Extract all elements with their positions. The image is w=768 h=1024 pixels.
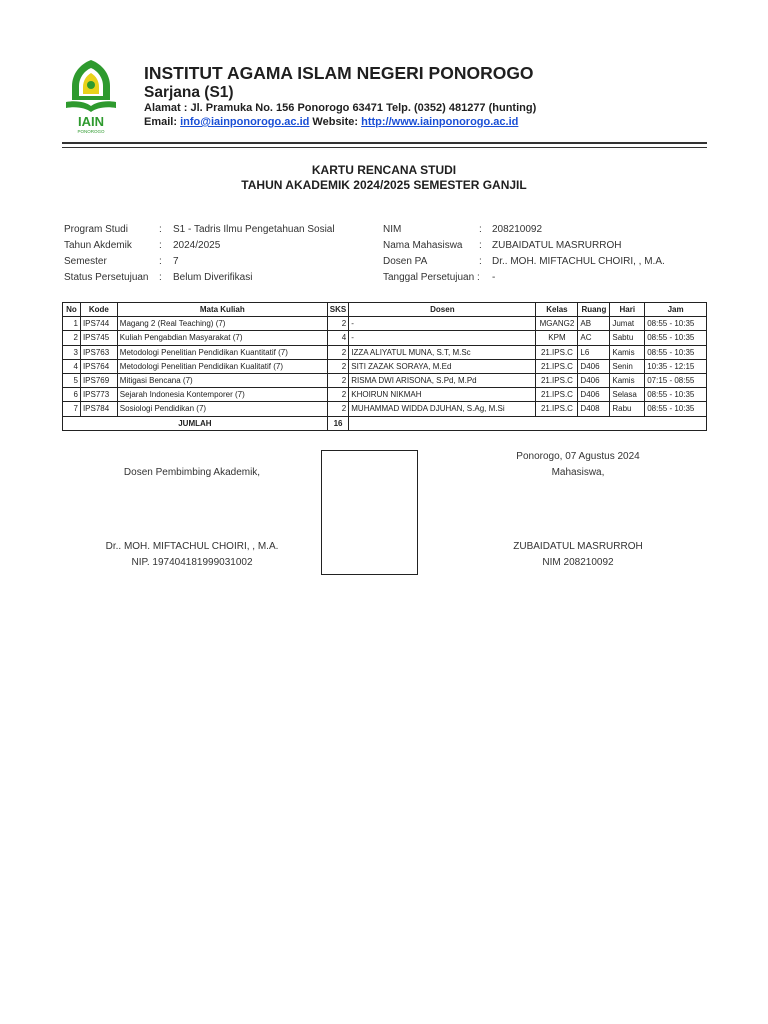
cell-kelas: MGANG2 xyxy=(536,317,578,331)
info-sep: : xyxy=(479,256,482,267)
info-sep: : xyxy=(479,224,482,235)
cell-no: 1 xyxy=(63,317,81,331)
cell-mata-kuliah: Kuliah Pengabdian Masyarakat (7) xyxy=(117,331,327,345)
cell-sks: 2 xyxy=(327,373,348,387)
col-header-kelas: Kelas xyxy=(536,303,578,317)
table-row xyxy=(63,402,707,416)
cell-sks: 4 xyxy=(327,331,348,345)
cell-jam: 08:55 - 10:35 xyxy=(645,331,707,345)
cell-no: 6 xyxy=(63,388,81,402)
info-value-advisor: Dr.. MOH. MIFTACHUL CHOIRI, , M.A. xyxy=(492,256,665,267)
table-row xyxy=(63,317,707,331)
cell-dosen: SITI ZAZAK SORAYA, M.Ed xyxy=(349,359,536,373)
cell-dosen: - xyxy=(349,317,536,331)
total-empty-cell xyxy=(349,416,707,430)
cell-kelas: 21.IPS.C xyxy=(536,402,578,416)
info-label-program: Program Studi xyxy=(64,224,128,235)
cell-mata-kuliah: Magang 2 (Real Teaching) (7) xyxy=(117,317,327,331)
cell-sks: 2 xyxy=(327,402,348,416)
info-label-student-name: Nama Mahasiswa xyxy=(383,240,463,251)
info-value-year: 2024/2025 xyxy=(173,240,221,251)
cell-dosen: IZZA ALIYATUL MUNA, S.T, M.Sc xyxy=(349,345,536,359)
info-value-nim: 208210092 xyxy=(492,224,543,235)
col-header-sks: SKS xyxy=(327,303,348,317)
total-label: JUMLAH xyxy=(63,416,328,430)
cell-mata-kuliah: Metodologi Penelitian Pendidikan Kuantitatif (7) xyxy=(117,345,327,359)
info-sep: : xyxy=(159,272,162,283)
email-link[interactable]: info@iainponorogo.ac.id xyxy=(180,116,310,128)
photo-placeholder xyxy=(321,450,418,575)
info-label-nim: NIM xyxy=(383,224,402,235)
cell-ruang: AB xyxy=(578,317,610,331)
table-row xyxy=(63,331,707,345)
cell-kelas: KPM xyxy=(536,331,578,345)
cell-no: 5 xyxy=(63,373,81,387)
cell-jam: 08:55 - 10:35 xyxy=(645,402,707,416)
cell-sks: 2 xyxy=(327,388,348,402)
cell-dosen: - xyxy=(349,331,536,345)
cell-kelas: 21.IPS.C xyxy=(536,373,578,387)
website-link[interactable]: http://www.iainponorogo.ac.id xyxy=(361,116,519,128)
cell-jam: 07:15 - 08:55 xyxy=(645,373,707,387)
info-sep: : xyxy=(159,240,162,251)
cell-kelas: 21.IPS.C xyxy=(536,345,578,359)
cell-hari: Rabu xyxy=(610,402,645,416)
student-name: ZUBAIDATUL MASRURROH xyxy=(513,541,643,552)
cell-ruang: D406 xyxy=(578,373,610,387)
info-value-semester: 7 xyxy=(173,256,179,267)
info-label-status: Status Persetujuan xyxy=(64,272,149,283)
col-header-mata-kuliah: Mata Kuliah xyxy=(117,303,327,317)
info-value-status: Belum Diverifikasi xyxy=(173,272,253,283)
cell-mata-kuliah: Metodologi Penelitian Pendidikan Kualitatif (7) xyxy=(117,359,327,373)
cell-sks: 2 xyxy=(327,359,348,373)
cell-kode: IPS769 xyxy=(80,373,117,387)
cell-hari: Senin xyxy=(610,359,645,373)
cell-mata-kuliah: Mitigasi Bencana (7) xyxy=(117,373,327,387)
col-header-hari: Hari xyxy=(610,303,645,317)
cell-jam: 08:55 - 10:35 xyxy=(645,345,707,359)
cell-sks: 2 xyxy=(327,317,348,331)
info-sep: : xyxy=(479,240,482,251)
cell-ruang: D406 xyxy=(578,388,610,402)
table-row xyxy=(63,373,707,387)
place-date: Ponorogo, 07 Agustus 2024 xyxy=(516,451,640,462)
col-header-ruang: Ruang xyxy=(578,303,610,317)
advisor-nip: NIP. 197404181999031002 xyxy=(131,557,253,568)
cell-ruang: AC xyxy=(578,331,610,345)
iain-logo xyxy=(60,56,122,134)
table-total-row xyxy=(63,416,707,430)
cell-dosen: KHOIRUN NIKMAH xyxy=(349,388,536,402)
cell-kelas: 21.IPS.C xyxy=(536,388,578,402)
cell-mata-kuliah: Sosiologi Pendidikan (7) xyxy=(117,402,327,416)
info-label-approval-date: Tanggal Persetujuan : xyxy=(383,272,480,283)
header-divider-thick xyxy=(62,142,707,144)
email-label: Email: xyxy=(144,116,178,128)
document-title: KARTU RENCANA STUDI xyxy=(311,163,457,177)
cell-no: 7 xyxy=(63,402,81,416)
degree-label: Sarjana (S1) xyxy=(144,84,234,101)
col-header-no: No xyxy=(63,303,81,317)
document-subtitle: TAHUN AKADEMIK 2024/2025 SEMESTER GANJIL xyxy=(241,178,527,192)
cell-dosen: RISMA DWI ARISONA, S.Pd, M.Pd xyxy=(349,373,536,387)
table-row xyxy=(63,359,707,373)
info-label-advisor: Dosen PA xyxy=(383,256,428,267)
advisor-name: Dr.. MOH. MIFTACHUL CHOIRI, , M.A. xyxy=(105,541,279,552)
info-sep: : xyxy=(159,224,162,235)
cell-ruang: L6 xyxy=(578,345,610,359)
cell-kode: IPS764 xyxy=(80,359,117,373)
info-label-year: Tahun Akdemik xyxy=(64,240,132,251)
advisor-signature-title: Dosen Pembimbing Akademik, xyxy=(123,467,261,478)
cell-jam: 08:55 - 10:35 xyxy=(645,317,707,331)
cell-kelas: 21.IPS.C xyxy=(536,359,578,373)
info-value-student-name: ZUBAIDATUL MASRURROH xyxy=(492,240,622,251)
cell-kode: IPS773 xyxy=(80,388,117,402)
col-header-jam: Jam xyxy=(645,303,707,317)
table-header-row xyxy=(63,303,707,317)
cell-hari: Jumat xyxy=(610,317,645,331)
cell-hari: Kamis xyxy=(610,373,645,387)
institution-address: Alamat : Jl. Pramuka No. 156 Ponorogo 63471 Telp. (0352) 481277 (hunting) xyxy=(144,102,537,114)
cell-no: 3 xyxy=(63,345,81,359)
info-value-approval-date: - xyxy=(492,272,496,283)
table-row xyxy=(63,345,707,359)
cell-hari: Sabtu xyxy=(610,331,645,345)
cell-kode: IPS784 xyxy=(80,402,117,416)
col-header-kode: Kode xyxy=(80,303,117,317)
institution-contact xyxy=(144,116,518,128)
header-divider-thin xyxy=(62,147,707,148)
cell-ruang: D406 xyxy=(578,359,610,373)
cell-kode: IPS763 xyxy=(80,345,117,359)
cell-jam: 10:35 - 12:15 xyxy=(645,359,707,373)
cell-jam: 08:55 - 10:35 xyxy=(645,388,707,402)
cell-ruang: D408 xyxy=(578,402,610,416)
table-row xyxy=(63,388,707,402)
info-sep: : xyxy=(159,256,162,267)
student-signature-title: Mahasiswa, xyxy=(551,467,605,478)
cell-kode: IPS744 xyxy=(80,317,117,331)
website-label: Website: xyxy=(312,116,359,128)
logo-subtext: PONOROGO xyxy=(77,129,105,134)
cell-mata-kuliah: Sejarah Indonesia Kontemporer (7) xyxy=(117,388,327,402)
cell-dosen: MUHAMMAD WIDDA DJUHAN, S.Ag, M.Si xyxy=(349,402,536,416)
cell-hari: Kamis xyxy=(610,345,645,359)
student-nim: NIM 208210092 xyxy=(542,557,614,568)
institution-name: INSTITUT AGAMA ISLAM NEGERI PONOROGO xyxy=(144,63,534,83)
cell-kode: IPS745 xyxy=(80,331,117,345)
logo-text: IAIN xyxy=(78,114,104,129)
cell-no: 2 xyxy=(63,331,81,345)
col-header-dosen: Dosen xyxy=(349,303,536,317)
cell-hari: Selasa xyxy=(610,388,645,402)
cell-no: 4 xyxy=(63,359,81,373)
info-value-program: S1 - Tadris Ilmu Pengetahuan Sosial xyxy=(173,224,335,235)
total-sks: 16 xyxy=(327,416,348,430)
cell-sks: 2 xyxy=(327,345,348,359)
course-table xyxy=(62,302,707,431)
info-label-semester: Semester xyxy=(64,256,107,267)
